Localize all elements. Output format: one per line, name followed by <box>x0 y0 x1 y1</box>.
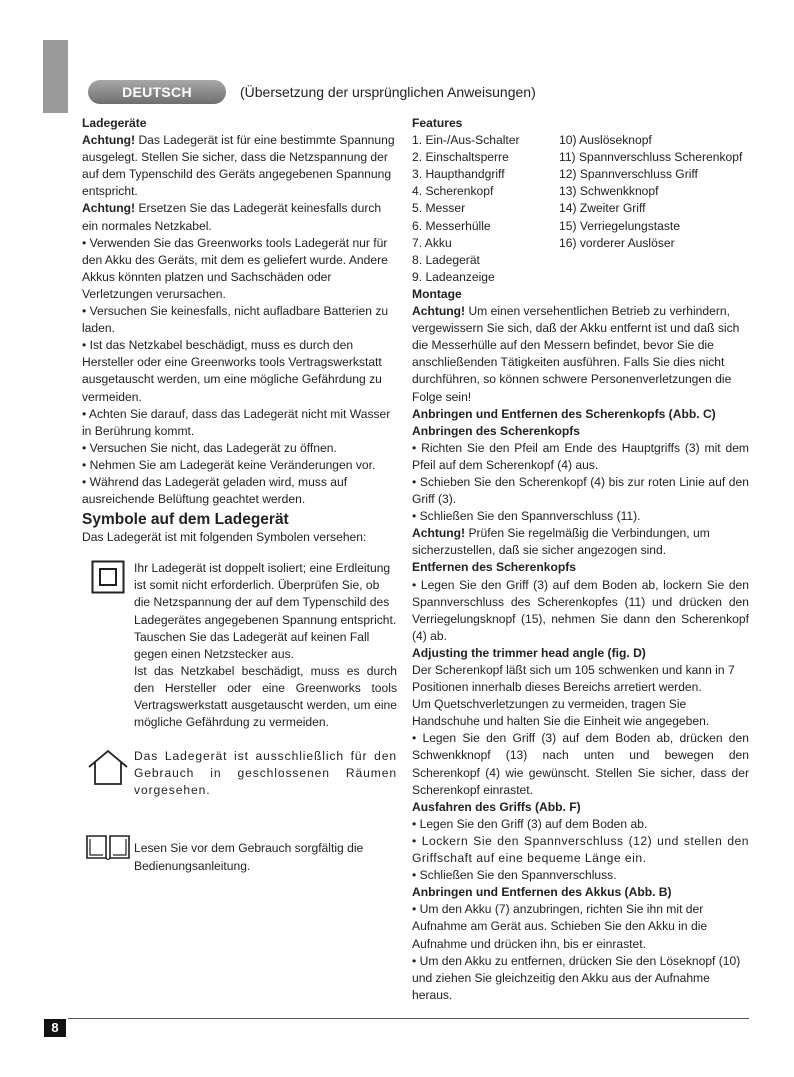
bullet-item: • Nehmen Sie am Ladegerät keine Veränderungen vor. <box>82 457 376 472</box>
warning-text: Um einen versehentlichen Betrieb zu verhindern, vergewissern Sie sich, daß der Akku entfernt ist und daß sich die Messerhülle auf den Messern befindet, bevor Sie die anschließenden Tätigkeiten ausführen. Falls Sie dies nicht durchführen, so können schwere Personenverletzungen die Folge sein! <box>412 304 740 404</box>
feature-item: 14) Zweiter Griff <box>559 201 646 216</box>
instruction-step: • Schließen Sie den Spannverschluss. <box>412 868 617 883</box>
instruction-step: • Schließen Sie den Spannverschluss (11). <box>412 509 641 524</box>
feature-item: 5. Messer <box>412 201 466 216</box>
instruction-step: • Richten Sie den Pfeil am Ende des Hauptgriffs (3) mit dem Pfeil auf dem Scherenkopf (4) aus. <box>412 440 749 472</box>
warning-label: Achtung! <box>412 304 466 319</box>
features-list <box>412 132 749 286</box>
charger-heading: Ladegeräte <box>82 116 147 130</box>
assembly-warning <box>412 303 749 406</box>
feature-item: 8. Ladegerät <box>412 252 480 267</box>
symbol-description: Das Ladegerät ist ausschließlich für den Gebrauch in geschlossenen Räumen vorgesehen. <box>134 749 397 798</box>
bullet-item: • Achten Sie darauf, dass das Ladegerät nicht mit Wasser in Berührung kommt. <box>82 406 391 438</box>
bullet-item: • Ist das Netzkabel beschädigt, muss es durch den Hersteller oder eine Greenworks tools Vertragswerkstatt ausgetauscht werden, um eine mögliche Gefährdung zu vermeiden. <box>82 338 382 404</box>
symbols-intro: Das Ladegerät ist mit folgenden Symbolen versehen: <box>82 530 367 545</box>
warning-label: Achtung! <box>82 201 136 216</box>
symbols-heading: Symbole auf dem Ladegerät <box>82 511 289 529</box>
language-badge: DEUTSCH <box>88 80 226 104</box>
feature-item: 9. Ladeanzeige <box>412 269 495 284</box>
instruction-text: Der Scherenkopf läßt sich um 105 schwenken und kann in 7 Positionen innerhalb dieses Bereichs arretiert werden. <box>412 663 735 695</box>
bullet-item: • Während das Ladegerät geladen wird, muss auf ausreichende Belüftung geachtet werden. <box>82 474 348 507</box>
footer-rule <box>68 1018 749 1019</box>
assembly-heading: Montage <box>412 286 462 301</box>
page-number: 8 <box>44 1019 66 1037</box>
feature-item: 1. Ein-/Aus-Schalter <box>412 133 520 148</box>
warning-voltage <box>82 132 397 200</box>
house-icon <box>82 748 134 786</box>
feature-item: 3. Haupthandgriff <box>412 167 505 182</box>
warning-text: Das Ladegerät ist für eine bestimmte Spannung ausgelegt. Stellen Sie sicher, dass die Netzspannung der auf dem Typenschild des Geräts angegebenen Spannung entspricht. <box>82 133 395 199</box>
feature-item: 7. Akku <box>412 235 452 250</box>
subsection-heading: Entfernen des Scherenkopfs <box>412 560 576 575</box>
open-book-icon <box>82 832 134 862</box>
section-heading: Anbringen und Entfernen des Akkus (Abb. B) <box>412 885 672 900</box>
instruction-step: • Um den Akku zu entfernen, drücken Sie den Löseknopf (10) und ziehen Sie gleichzeitig den Akku aus der Aufnahme heraus. <box>412 953 741 1002</box>
instruction-step: • Legen Sie den Griff (3) auf dem Boden ab, drücken den Schwenkknopf (13) nach unten und bewegen den Scherenkopf (4) wie gewünscht. Stellen Sie sicher, dass der Scherenkopf einrastet. <box>412 731 749 797</box>
feature-item: 6. Messerhülle <box>412 218 491 233</box>
instruction-step: • Legen Sie den Griff (3) auf dem Boden ab. <box>412 816 648 831</box>
section-heading: Ausfahren des Griffs (Abb. F) <box>412 799 581 814</box>
warning-label: Achtung! <box>412 526 466 541</box>
feature-item: 15) Verriegelungstaste <box>559 218 681 233</box>
warning-text: Prüfen Sie regelmäßig die Verbindungen, um sicherzustellen, daß sie sicher angezogen sind. <box>412 526 710 558</box>
bullet-item: • Verwenden Sie das Greenworks tools Ladegerät nur für den Akku des Geräts, mit dem es geliefert wurde. Andere Akkus könnten platzen und Sachschäden oder Verletzungen verursachen. <box>82 235 388 301</box>
features-heading: Features <box>412 116 463 130</box>
symbol-description: Ihr Ladegerät ist doppelt isoliert; eine Erdleitung ist somit nicht erforderlich. Überprüfen Sie, ob die Netzspannung der auf dem Typenschild des Ladegerätes angegebenen Spannung entspricht. Tauschen Sie das Ladegerät auf keinen Fall gegen einen Netzstecker aus. <box>134 561 397 661</box>
instruction-text: Um Quetschverletzungen zu vermeiden, tragen Sie Handschuhe und halten Sie die Einheit wie angegeben. <box>412 697 710 729</box>
symbol-description: Ist das Netzkabel beschädigt, muss es durch den Hersteller oder eine Greenworks tools Vertragswerkstatt ausgetauscht werden, um eine mögliche Gefährdung zu vermeiden. <box>134 663 397 730</box>
symbol-indoor-use <box>82 748 397 799</box>
side-tab-marker <box>43 40 68 113</box>
subsection-heading: Anbringen des Scherenkopfs <box>412 423 581 438</box>
instruction-step: • Lockern Sie den Spannverschluss (12) und stellen den Griffschaft auf eine bequeme Länge ein. <box>412 833 749 866</box>
instruction-step: • Schieben Sie den Scherenkopf (4) bis zur roten Linie auf den Griff (3). <box>412 474 749 507</box>
double-insulation-icon <box>82 560 134 594</box>
right-column <box>412 115 749 1004</box>
feature-item: 16) vorderer Auslöser <box>559 235 675 250</box>
left-column <box>82 115 397 875</box>
section-heading: Anbringen und Entfernen des Scherenkopfs (Abb. C) <box>412 406 716 421</box>
feature-item: 12) Spannverschluss Griff <box>559 167 698 182</box>
section-heading: Adjusting the trimmer head angle (fig. D) <box>412 645 646 660</box>
bullet-item: • Versuchen Sie keinesfalls, nicht aufladbare Batterien zu laden. <box>82 304 389 336</box>
feature-item: 13) Schwenkknopf <box>559 184 659 199</box>
symbol-read-manual <box>82 832 397 874</box>
feature-item: 10) Auslöseknopf <box>559 133 652 148</box>
instruction-step: • Legen Sie den Griff (3) auf dem Boden ab, lockern Sie den Spannverschluss des Scherenkopfes (11) und drücken den Verriegelungsknopf (15), nehmen Sie dann den Scherenkopf (4) ab. <box>412 577 749 643</box>
feature-item: 4. Scherenkopf <box>412 184 494 199</box>
feature-item: 2. Einschaltsperre <box>412 150 509 165</box>
attach-warning <box>412 525 749 559</box>
bullet-item: • Versuchen Sie nicht, das Ladegerät zu öffnen. <box>82 440 337 455</box>
feature-item: 11) Spannverschluss Scherenkopf <box>559 150 743 165</box>
symbol-description: Lesen Sie vor dem Gebrauch sorgfältig die Bedienungsanleitung. <box>134 841 364 873</box>
instruction-step: • Um den Akku (7) anzubringen, richten Sie ihn mit der Aufnahme am Gerät aus. Schieben Sie den Akku in die Aufnahme und drücken ihn, bis er einrastet. <box>412 902 708 951</box>
symbol-double-insulated <box>82 560 397 731</box>
warning-text: Ersetzen Sie das Ladegerät keinesfalls durch ein normales Netzkabel. <box>82 201 382 233</box>
warning-label: Achtung! <box>82 133 136 148</box>
translation-subtitle: (Übersetzung der ursprünglichen Anweisungen) <box>240 84 536 100</box>
warning-cable <box>82 200 397 234</box>
